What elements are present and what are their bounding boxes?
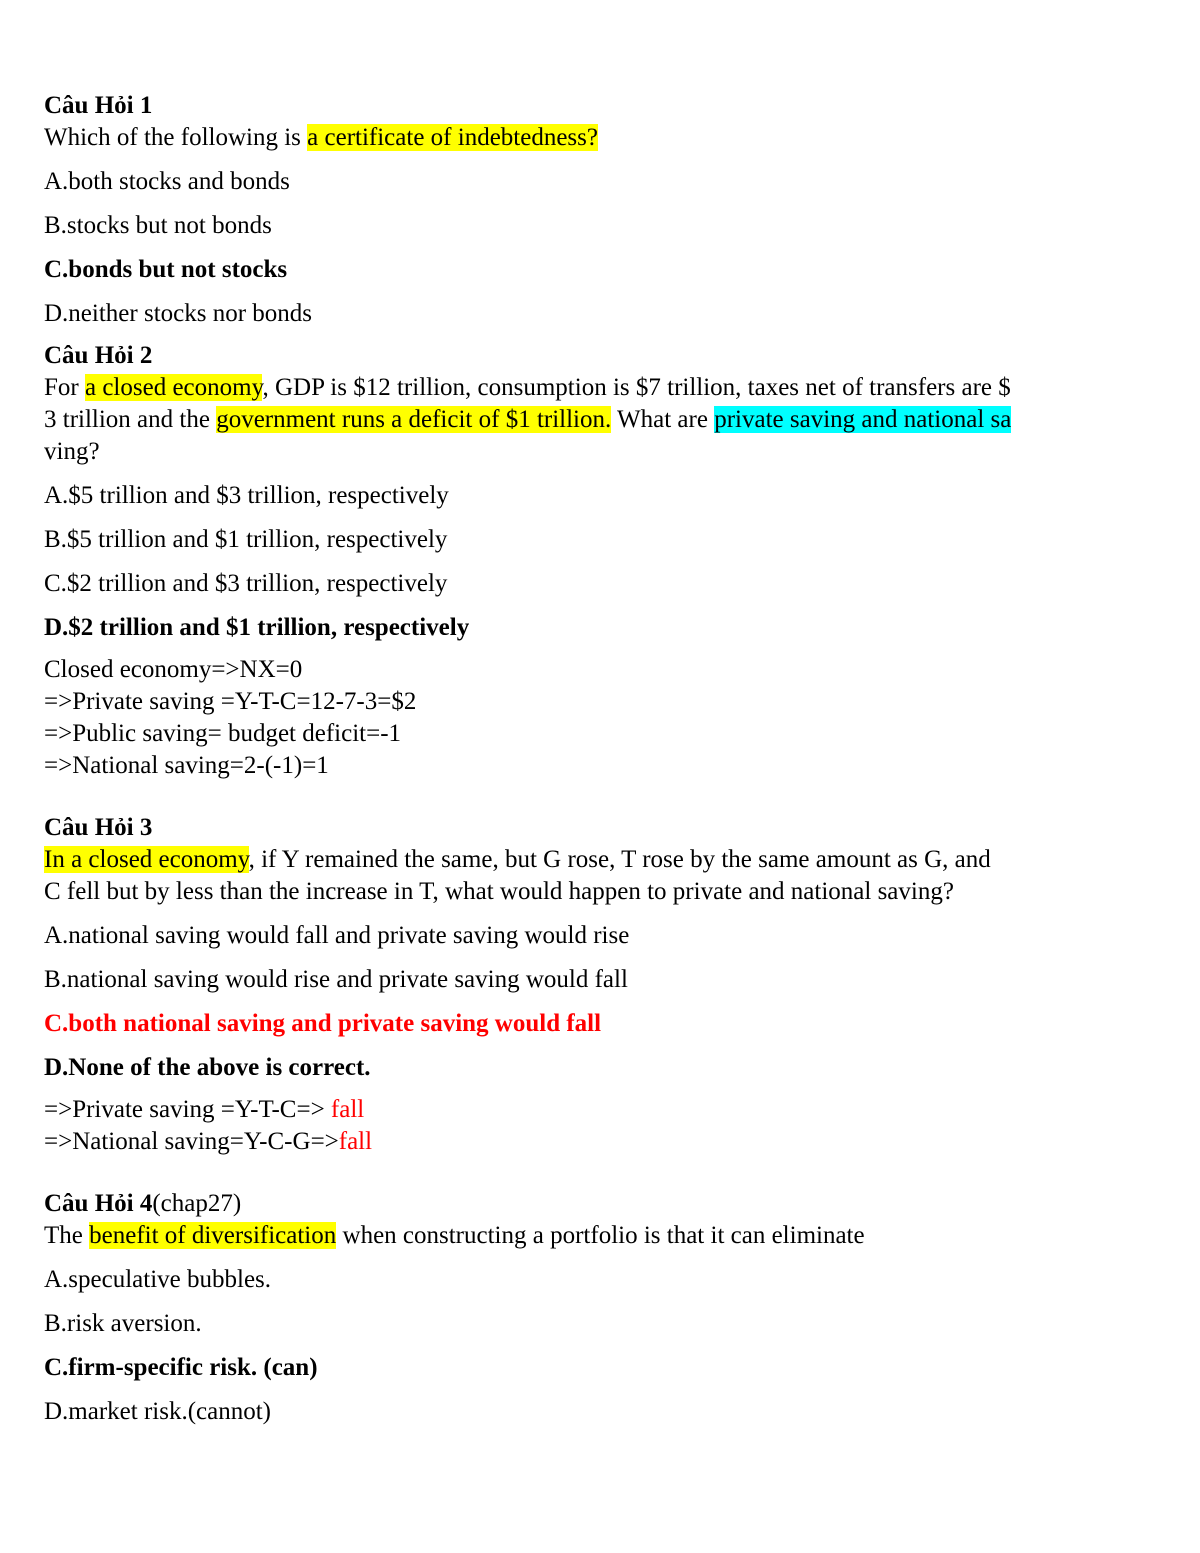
explanation-line: =>National saving=2-(-1)=1: [44, 752, 329, 779]
question-1-option-a: A.both stocks and bonds: [44, 168, 290, 195]
question-3-option-c-answer: C.both national saving and private saving would fall: [44, 1010, 602, 1037]
explanation-line: =>Private saving =Y-T-C=12-7-3=$2: [44, 688, 417, 715]
question-3-text-part: C fell but by less than the increase in T, what would happen to private and national saving?: [44, 878, 954, 905]
explanation-text: =>National saving=Y-C-G=>: [44, 1128, 339, 1155]
question-1-title: Câu Hỏi 1: [44, 92, 153, 119]
question-4-option-b: B.risk aversion.: [44, 1310, 202, 1337]
question-4: [44, 1188, 1154, 1428]
explanation-line: [44, 1126, 1154, 1158]
question-2-highlight-saving: private saving and national sa: [714, 406, 1012, 433]
question-3-title: Câu Hỏi 3: [44, 814, 153, 841]
question-3-text-part: , if Y remained the same, but G rose, T rose by the same amount as G, and: [248, 846, 991, 873]
question-3-option-b: B.national saving would rise and private saving would fall: [44, 966, 628, 993]
question-2-text: [44, 372, 1154, 468]
question-3-option-d: D.None of the above is correct.: [44, 1054, 371, 1081]
question-2: [44, 340, 1154, 782]
question-1-option-c-answer: C.bonds but not stocks: [44, 256, 288, 283]
question-2-text-part: 3 trillion and the: [44, 406, 217, 433]
question-1-highlight: a certificate of indebtedness?: [307, 124, 598, 151]
question-2-text-part: For: [44, 374, 85, 401]
question-1-text-plain: Which of the following is: [44, 124, 308, 151]
question-2-text-part: What are: [611, 406, 715, 433]
question-4-option-d: D.market risk.(cannot): [44, 1398, 272, 1425]
question-2-text-part: , GDP is $12 trillion, consumption is $7 trillion, taxes net of transfers are $: [262, 374, 1011, 401]
question-2-explanation: [44, 654, 1154, 782]
explanation-result: fall: [338, 1128, 373, 1155]
explanation-text: =>Private saving =Y-T-C=>: [44, 1096, 331, 1123]
question-3: [44, 812, 1154, 1158]
question-1: [44, 90, 1154, 330]
question-4-title-text: Câu Hỏi 4: [44, 1190, 153, 1217]
question-3-explanation: [44, 1094, 1154, 1158]
question-4-text: [44, 1220, 1154, 1252]
explanation-line: =>Public saving= budget deficit=-1: [44, 720, 402, 747]
question-4-highlight: benefit of diversification: [89, 1222, 337, 1249]
question-2-option-d-answer: D.$2 trillion and $1 trillion, respectively: [44, 614, 470, 641]
question-2-option-b: B.$5 trillion and $1 trillion, respectively: [44, 526, 448, 553]
explanation-line: Closed economy=>NX=0: [44, 656, 303, 683]
question-3-option-a: A.national saving would fall and private saving would rise: [44, 922, 630, 949]
document-page: [44, 90, 1154, 1428]
question-4-text-part: when constructing a portfolio is that it can eliminate: [336, 1222, 865, 1249]
question-4-chapter: (chap27): [152, 1190, 242, 1217]
question-1-option-b: B.stocks but not bonds: [44, 212, 272, 239]
question-2-text-part: ving?: [44, 438, 100, 465]
question-2-title: Câu Hỏi 2: [44, 342, 153, 369]
explanation-line: [44, 1094, 1154, 1126]
question-2-option-c: C.$2 trillion and $3 trillion, respectively: [44, 570, 448, 597]
question-3-highlight: In a closed economy: [44, 846, 249, 873]
question-2-highlight-deficit: government runs a deficit of $1 trillion.: [216, 406, 612, 433]
spacer: [44, 782, 1154, 812]
question-3-text: [44, 844, 1154, 908]
question-4-text-part: The: [44, 1222, 90, 1249]
question-2-highlight-closed-economy: a closed economy: [84, 374, 263, 401]
question-4-option-c-answer: C.firm-specific risk. (can): [44, 1354, 318, 1381]
question-2-option-a: A.$5 trillion and $3 trillion, respectively: [44, 482, 449, 509]
question-4-option-a: A.speculative bubbles.: [44, 1266, 272, 1293]
question-1-text: [44, 122, 1154, 154]
explanation-result: fall: [330, 1096, 365, 1123]
spacer: [44, 1158, 1154, 1188]
question-4-title: [44, 1188, 1154, 1220]
question-1-option-d: D.neither stocks nor bonds: [44, 300, 313, 327]
